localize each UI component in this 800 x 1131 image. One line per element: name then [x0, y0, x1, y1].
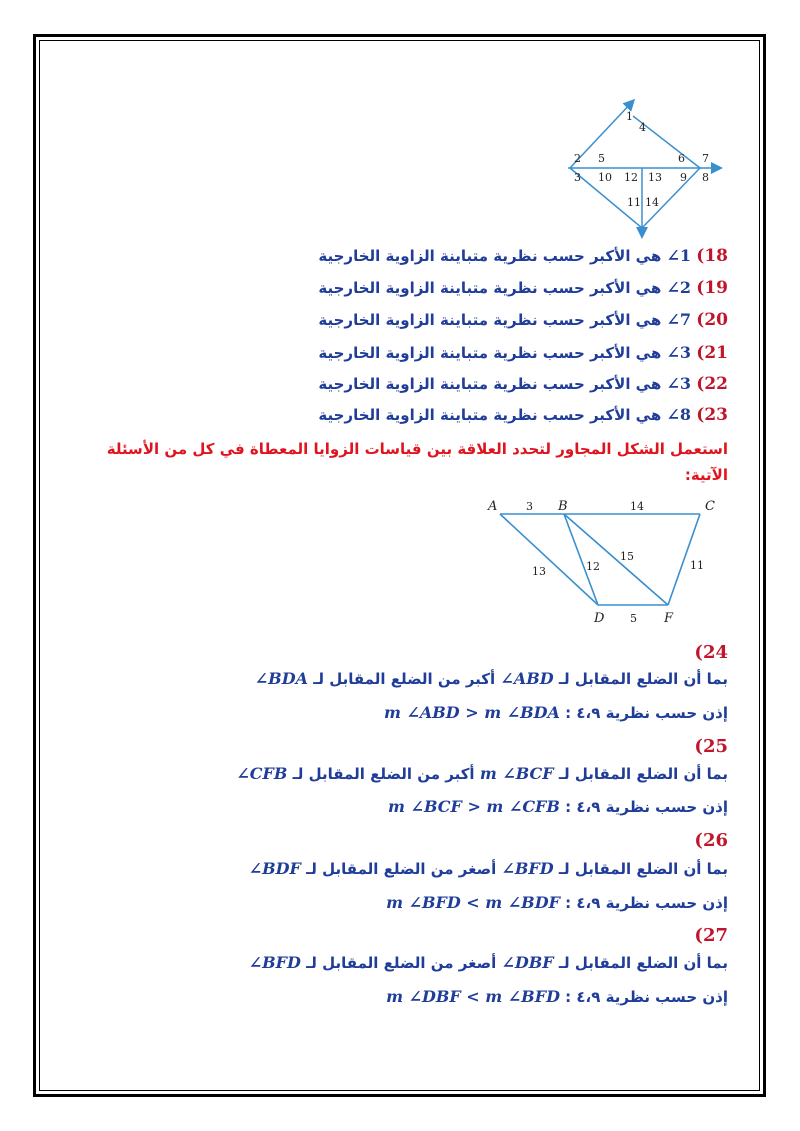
vertex-label: A [488, 499, 498, 514]
question-18: 18) 1∠ هي الأكبر حسب نظرية متباينة الزاوية الخارجية [318, 246, 728, 266]
problem-26-statement: بما أن الضلع المقابل لـ ∠BFD أصغر من الضلع المقابل لـ ∠BDF [248, 859, 728, 878]
instruction-text: استعمل الشكل المجاور لتحدد العلاقة بين قياسات الزوايا المعطاة في كل من الأسئلة الآتية: [106, 440, 728, 484]
angle-label: 2 [574, 152, 581, 165]
question-22: 22) 3∠ هي الأكبر حسب نظرية متباينة الزاوية الخارجية [318, 374, 728, 394]
question-21: 21) 3∠ هي الأكبر حسب نظرية متباينة الزاوية الخارجية [318, 343, 728, 363]
side-label: 5 [630, 612, 637, 625]
vertex-label: F [664, 611, 674, 626]
angle-label: 1 [626, 110, 633, 123]
angle-label: 9 [680, 171, 687, 184]
problem-number: (26 [694, 830, 728, 851]
problem-number: (24 [694, 642, 728, 663]
vertex-label: B [558, 499, 568, 514]
problem-number: (25 [694, 736, 728, 757]
vertex-label: D [594, 611, 605, 626]
side-label: 3 [526, 500, 533, 513]
side-label: 15 [620, 550, 634, 563]
problem-24-statement: بما أن الضلع المقابل لـ ∠ABD أكبر من الضلع المقابل لـ ∠BDA [254, 669, 728, 688]
side-label: 11 [690, 559, 704, 572]
angle-label: 6 [678, 152, 685, 165]
angle-label: 12 [624, 171, 638, 184]
diamond-angle-figure [560, 98, 730, 248]
vertex-label: C [705, 499, 715, 514]
question-20: 20) 7∠ هي الأكبر حسب نظرية متباينة الزاوية الخارجية [318, 310, 728, 330]
angle-label: 10 [598, 171, 612, 184]
angle-label: 4 [639, 121, 646, 134]
question-19: 19) 2∠ هي الأكبر حسب نظرية متباينة الزاوية الخارجية [318, 278, 728, 298]
side-label: 12 [586, 560, 600, 573]
problem-26-conclusion: إذن حسب نظرية ٤،٩ : m ∠BFD < m ∠BDF [386, 893, 728, 912]
side-label: 13 [532, 565, 546, 578]
problem-25-conclusion: إذن حسب نظرية ٤،٩ : m ∠BCF > m ∠CFB [388, 797, 728, 816]
angle-label: 13 [648, 171, 662, 184]
side-label: 14 [630, 500, 644, 513]
trapezoid-figure [480, 494, 730, 630]
question-23: 23) 8∠ هي الأكبر حسب نظرية متباينة الزاوية الخارجية [318, 405, 728, 425]
problem-25-statement: بما أن الضلع المقابل لـ m ∠BCF أكبر من الضلع المقابل لـ ∠CFB [236, 764, 728, 783]
problem-number: (27 [694, 925, 728, 946]
angle-label: 14 [645, 196, 659, 209]
problem-27-conclusion: إذن حسب نظرية ٤،٩ : m ∠DBF < m ∠BFD [386, 987, 728, 1006]
angle-label: 7 [702, 152, 709, 165]
angle-label: 11 [627, 196, 641, 209]
problem-27-statement: بما أن الضلع المقابل لـ ∠DBF أصغر من الضلع المقابل لـ ∠BFD [248, 953, 728, 972]
angle-label: 5 [598, 152, 605, 165]
angle-label: 3 [574, 171, 581, 184]
problem-24-conclusion: إذن حسب نظرية ٤،٩ : m ∠ABD > m ∠BDA [383, 703, 728, 722]
angle-label: 8 [702, 171, 709, 184]
